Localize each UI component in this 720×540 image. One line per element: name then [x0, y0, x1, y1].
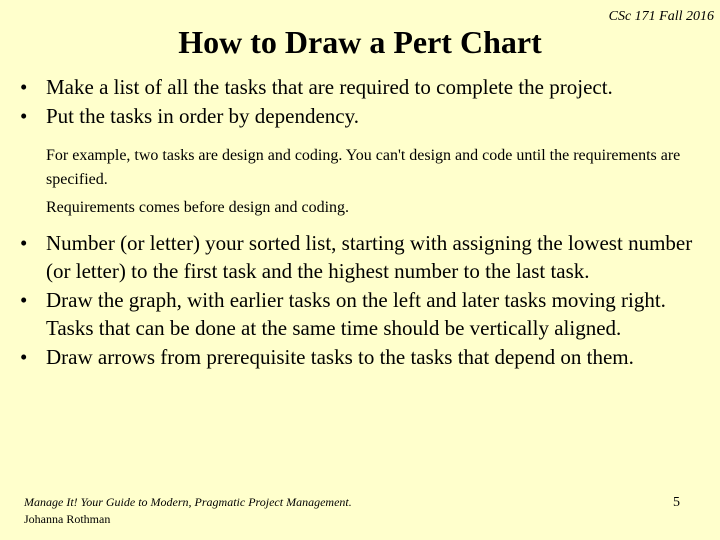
footer-source [24, 494, 354, 528]
top-bullet-list [20, 73, 700, 131]
list-item [20, 73, 700, 101]
list-item [20, 286, 700, 342]
list-item [20, 343, 700, 371]
example-line: Requirements comes before design and coding. [46, 199, 350, 216]
example-note [46, 144, 686, 220]
bullet-text: Number (or letter) your sorted list, starting with assigning the lowest number (or letter) to the first task and the highest number to the last task. [46, 231, 693, 283]
list-item [20, 229, 700, 285]
bullet-icon: • [20, 104, 28, 128]
page-number: 5 [673, 495, 680, 510]
book-author: Johanna Rothman [24, 512, 111, 526]
example-line: For example, two tasks are design and coding. You can't design and code until the requirements are specified. [46, 147, 681, 188]
list-item [20, 102, 700, 130]
page-title: How to Draw a Pert Chart [178, 24, 542, 60]
book-title: Manage It! Your Guide to Modern, Pragmatic Project Management. [24, 495, 352, 509]
bullet-icon: • [20, 288, 28, 312]
bullet-text: Draw the graph, with earlier tasks on the left and later tasks moving right. Tasks that can be done at the same time should be vertically aligned. [46, 288, 666, 340]
bottom-bullet-list [20, 229, 700, 372]
bullet-text: Put the tasks in order by dependency. [46, 104, 359, 128]
bullet-icon: • [20, 75, 28, 99]
bullet-text: Draw arrows from prerequisite tasks to the tasks that depend on them. [46, 345, 634, 369]
course-tag: CSc 171 Fall 2016 [608, 9, 714, 24]
bullet-icon: • [20, 231, 28, 255]
bullet-text: Make a list of all the tasks that are required to complete the project. [46, 75, 613, 99]
bullet-icon: • [20, 345, 28, 369]
